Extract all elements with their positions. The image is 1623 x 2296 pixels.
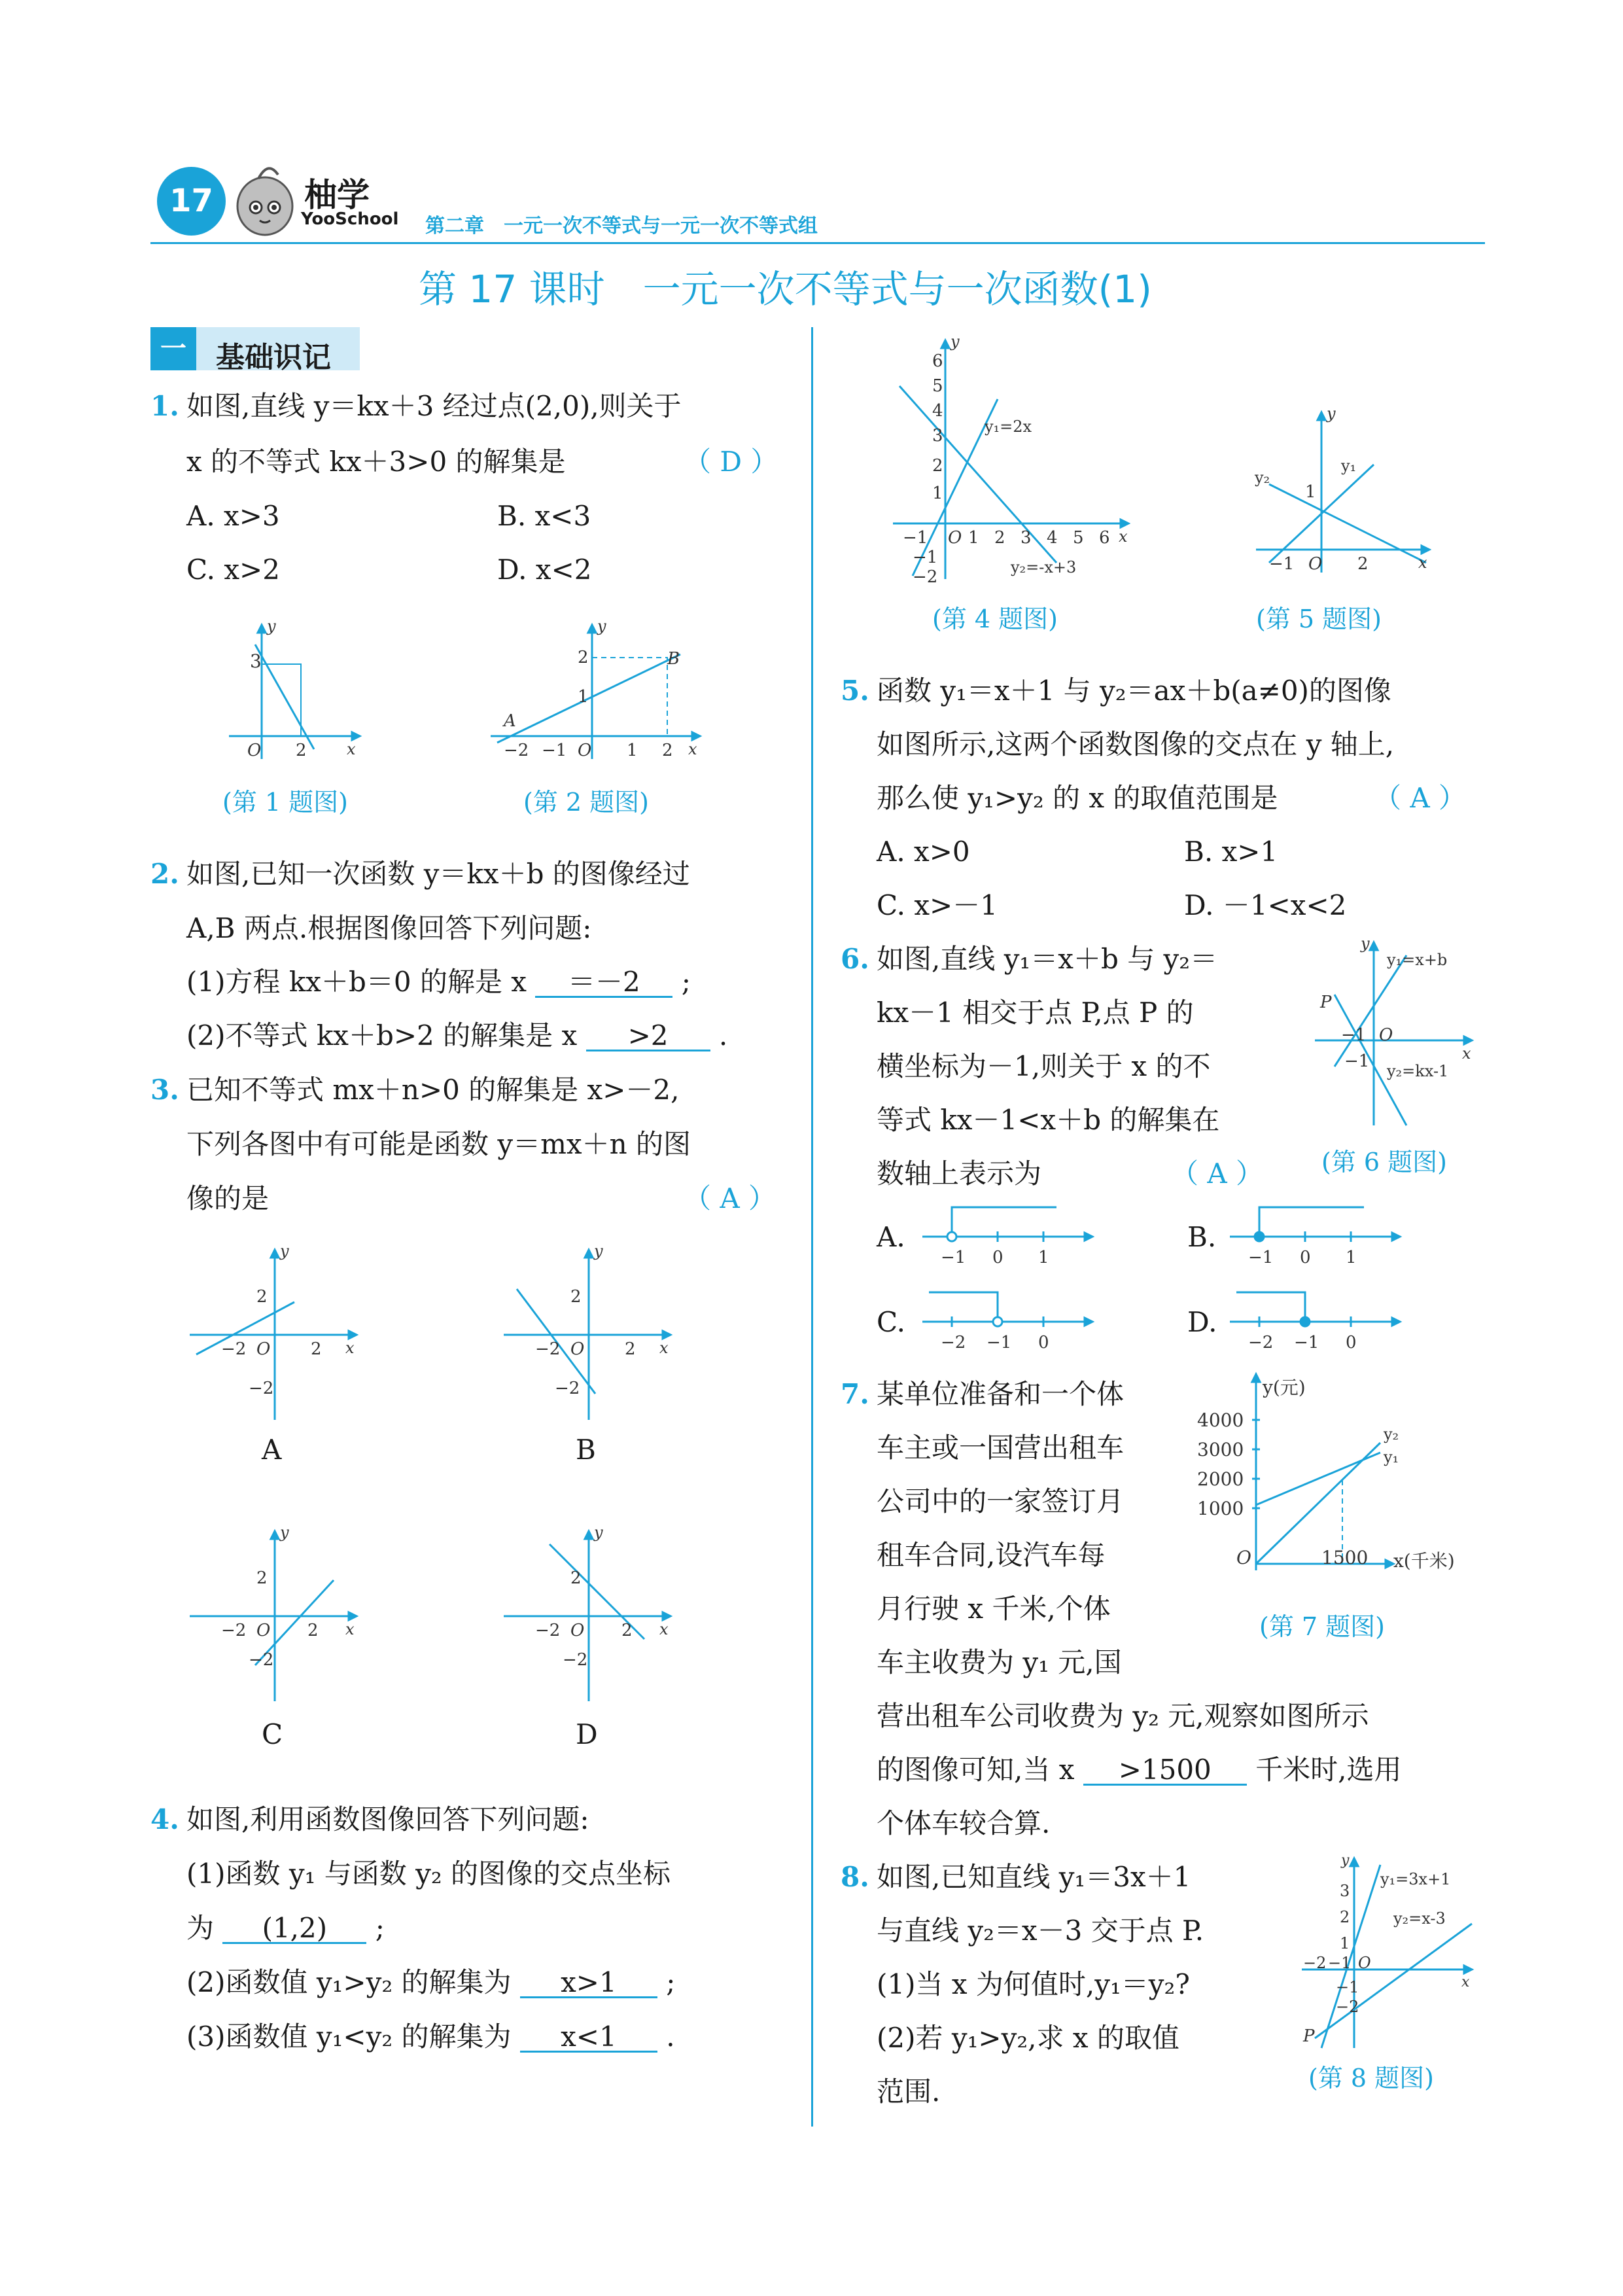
svg-text:3: 3 (250, 650, 262, 672)
svg-text:1: 1 (627, 741, 638, 760)
q3-label-b: B (576, 1434, 596, 1466)
q5-line3: 那么使 y₁>y₂ 的 x 的取值范围是 (877, 782, 1278, 814)
logo-text-en: YooSchool (301, 209, 399, 229)
svg-text:2: 2 (256, 1568, 268, 1588)
q5-option-a: A. x>0 (877, 836, 970, 868)
svg-text:2: 2 (625, 1339, 636, 1359)
section-header (150, 327, 360, 374)
q3-line3: 像的是 (186, 1182, 270, 1214)
q3-graph-c (183, 1525, 366, 1708)
svg-text:1: 1 (1346, 1248, 1357, 1267)
q7-line5: 月行驶 x 千米,个体 (877, 1593, 1111, 1625)
svg-text:2: 2 (296, 741, 307, 760)
q5-figure (1243, 406, 1439, 576)
q4-caption: (第 4 题图) (932, 605, 1058, 633)
svg-text:0: 0 (992, 1248, 1003, 1267)
logo-text-cn: 柚学 (304, 176, 370, 214)
svg-text:P: P (1320, 993, 1332, 1012)
svg-text:4: 4 (1047, 528, 1058, 548)
svg-text:0: 0 (1346, 1333, 1357, 1352)
svg-text:y: y (1361, 936, 1370, 953)
q6-line5: 数轴上表示为 (877, 1157, 1042, 1190)
svg-text:y₂: y₂ (1384, 1425, 1399, 1443)
svg-text:x: x (659, 1620, 669, 1638)
q6-line4: 等式 kx－1<x＋b 的解集在 (877, 1104, 1220, 1136)
q6-option-a: A. (877, 1221, 905, 1253)
line-y1 (1256, 1453, 1380, 1505)
svg-text:x: x (1461, 1974, 1470, 1990)
q5-line2: 如图所示,这两个函数图像的交点在 y 轴上, (877, 728, 1395, 760)
svg-text:−2: −2 (913, 567, 938, 582)
q3-graph-b (497, 1243, 680, 1426)
header (150, 157, 1485, 249)
svg-text:−2: −2 (249, 1379, 274, 1398)
q1-line1: 如图,直线 y＝kx＋3 经过点(2,0),则关于 (186, 390, 682, 422)
svg-text:2: 2 (621, 1621, 633, 1640)
q1-answer: （ D ） (684, 446, 778, 478)
q6-numberline-c (916, 1276, 1099, 1354)
q7-line7: 营出租车公司收费为 y₂ 元,观察如图所示 (877, 1700, 1369, 1732)
q5-option-d: D. －1<x<2 (1184, 889, 1347, 921)
q8-line2: 与直线 y₂＝x－3 交于点 P. (877, 1915, 1204, 1947)
svg-text:x: x (1462, 1044, 1471, 1063)
q8-figure (1289, 1852, 1478, 2055)
q8-part2: (2)若 y₁>y₂,求 x 的取值 (877, 2022, 1179, 2054)
q1-caption: (第 1 题图) (222, 788, 348, 817)
svg-text:−1: −1 (941, 1248, 966, 1267)
q7-answer: >1500 (1083, 1756, 1247, 1786)
q6-option-b: B. (1187, 1221, 1217, 1253)
q7-ytick-2000: 2000 (1197, 1468, 1244, 1490)
svg-text:−2: −2 (535, 1339, 561, 1359)
q2-caption: (第 2 题图) (523, 788, 649, 817)
svg-text:y₁: y₁ (1384, 1448, 1399, 1466)
svg-text:6: 6 (932, 351, 943, 371)
svg-text:O: O (570, 1339, 585, 1359)
q8-number: 8. (841, 1861, 869, 1893)
q6-y2-label: y₂=kx-1 (1387, 1062, 1449, 1080)
q4-part2 (186, 1966, 676, 1998)
svg-text:y: y (1327, 406, 1336, 423)
q8-y2-label: y₂=x-3 (1393, 1909, 1446, 1928)
svg-text:3: 3 (932, 426, 943, 446)
svg-text:−2: −2 (535, 1621, 561, 1640)
q7-figure (1197, 1368, 1472, 1590)
section-name: 基础识记 (216, 341, 331, 374)
svg-text:2: 2 (578, 648, 589, 667)
svg-text:y: y (267, 618, 276, 635)
line-ab (497, 654, 680, 743)
svg-text:−1: −1 (986, 1333, 1012, 1352)
svg-text:2: 2 (311, 1339, 322, 1359)
q7-line8 (877, 1756, 1401, 1786)
line-y2 (1269, 484, 1426, 563)
q2-number: 2. (150, 858, 179, 890)
q4-part1: (1)函数 y₁ 与函数 y₂ 的图像的交点坐标 (186, 1858, 671, 1890)
q3-number: 3. (150, 1074, 179, 1106)
svg-text:1: 1 (1038, 1248, 1049, 1267)
q1-figure (222, 618, 373, 769)
q2-figure (484, 618, 707, 769)
q4-figure (886, 334, 1135, 582)
q2-answer-2: >2 (586, 1022, 710, 1051)
q7-line6: 车主收费为 y₁ 元,国 (877, 1646, 1122, 1678)
x-axis-arrow (352, 732, 360, 740)
svg-text:y₂: y₂ (1255, 468, 1270, 487)
q7-xlabel: x(千米) (1393, 1550, 1455, 1572)
svg-text:1: 1 (932, 484, 943, 503)
q7-ytick-3000: 3000 (1197, 1439, 1244, 1460)
q7-ytick-4000: 4000 (1197, 1409, 1244, 1431)
svg-text:0: 0 (1038, 1333, 1049, 1352)
page-title: 第 17 课时 一元一次不等式与一次函数(1) (419, 267, 1152, 311)
svg-text:0: 0 (1300, 1248, 1311, 1267)
q4-answer-2: x>1 (520, 1969, 657, 1998)
svg-text:P: P (1303, 2026, 1315, 2046)
svg-text:2: 2 (256, 1287, 268, 1307)
header-rule (150, 242, 1485, 244)
svg-text:1: 1 (1340, 1934, 1350, 1952)
svg-text:−2: −2 (1336, 1998, 1359, 2016)
svg-text:1: 1 (578, 687, 589, 707)
q4-y2-label: y₂=-x+3 (1011, 558, 1077, 576)
svg-text:1: 1 (968, 528, 979, 548)
svg-text:5: 5 (1073, 528, 1084, 548)
svg-text:y: y (594, 1243, 603, 1260)
q4-part3-end: . (666, 2021, 675, 2053)
q2-line2: A,B 两点.根据图像回答下列问题: (186, 912, 592, 944)
q1-line2: x 的不等式 kx＋3>0 的解集是 (186, 446, 566, 478)
q5-option-c: C. x>－1 (877, 889, 998, 921)
svg-text:O: O (948, 528, 962, 548)
q6-answer: （ A ） (1171, 1157, 1264, 1190)
q2-part2 (186, 1019, 728, 1051)
svg-text:−1: −1 (1344, 1051, 1370, 1071)
q8-line1: 如图,已知直线 y₁＝3x＋1 (877, 1861, 1191, 1893)
q4-number: 4. (150, 1803, 179, 1835)
q4-part1b (186, 1912, 385, 1944)
q1-option-d: D. x<2 (497, 554, 592, 586)
q5-number: 5. (841, 675, 869, 707)
q6-figure (1308, 936, 1478, 1132)
svg-text:x: x (347, 740, 356, 758)
svg-text:−2: −2 (221, 1621, 247, 1640)
q7-line8a: 的图像可知,当 x (877, 1754, 1075, 1786)
svg-text:−2: −2 (504, 741, 529, 760)
svg-text:2: 2 (662, 741, 673, 760)
svg-text:O: O (1236, 1547, 1251, 1568)
svg-text:O: O (1358, 1954, 1371, 1972)
column-divider (811, 327, 813, 2127)
q3-label-c: C (262, 1718, 283, 1750)
svg-text:y: y (280, 1243, 289, 1260)
q7-caption: (第 7 题图) (1259, 1612, 1385, 1641)
svg-text:−1: −1 (542, 741, 567, 760)
q6-numberline-a (916, 1191, 1099, 1269)
svg-text:−2: −2 (249, 1650, 274, 1670)
svg-text:2: 2 (994, 528, 1005, 548)
svg-text:x: x (1418, 554, 1427, 572)
svg-text:y₁: y₁ (1341, 457, 1357, 475)
q2-part1-text: (1)方程 kx＋b＝0 的解是 x (186, 966, 527, 998)
q8-part1: (1)当 x 为何值时,y₁＝y₂? (877, 1968, 1190, 2000)
svg-text:3: 3 (1021, 528, 1032, 548)
svg-text:y: y (597, 618, 606, 635)
q3-graph-a (183, 1243, 366, 1426)
svg-text:y: y (594, 1525, 603, 1542)
q3-answer: （ A ） (684, 1182, 777, 1214)
q7-line1: 某单位准备和一个体 (877, 1378, 1125, 1410)
svg-text:5: 5 (932, 376, 943, 396)
q4-answer-3: x<1 (520, 2023, 657, 2053)
q7-number: 7. (841, 1378, 869, 1410)
svg-text:−1: −1 (903, 528, 928, 548)
svg-text:2: 2 (932, 456, 943, 476)
svg-text:−1: −1 (1341, 1025, 1367, 1045)
q5-caption: (第 5 题图) (1256, 605, 1382, 633)
page-number-badge: 17 (157, 167, 226, 236)
q3-graph-d (497, 1525, 680, 1708)
q6-option-d: D. (1187, 1306, 1217, 1338)
q6-numberline-d (1223, 1276, 1406, 1354)
svg-text:O: O (256, 1621, 271, 1640)
q7-xtick: 1500 (1321, 1547, 1369, 1568)
q2-answer-1: ＝－2 (535, 968, 672, 998)
svg-text:6: 6 (1099, 528, 1110, 548)
svg-text:x: x (1119, 527, 1128, 546)
q1-option-c: C. x>2 (186, 554, 280, 586)
q4-part2-end: ; (666, 1966, 676, 1998)
q4-part2-text: (2)函数值 y₁>y₂ 的解集为 (186, 1966, 512, 1998)
svg-text:−2: −2 (1303, 1954, 1327, 1972)
q4-answer-1: (1,2) (222, 1915, 366, 1944)
svg-text:3: 3 (1340, 1882, 1350, 1900)
q1-number: 1. (150, 390, 179, 422)
line-y1 (1335, 955, 1406, 1067)
q4-part1b-text: 为 (186, 1912, 215, 1944)
svg-text:O: O (1308, 554, 1323, 574)
q2-part2-end: . (718, 1019, 728, 1051)
q6-line2: kx－1 相交于点 P,点 P 的 (877, 997, 1194, 1029)
svg-text:2: 2 (570, 1287, 582, 1307)
q6-numberline-b (1223, 1191, 1406, 1269)
line-y-kx-plus-3 (255, 645, 314, 749)
q4-line1: 如图,利用函数图像回答下列问题: (186, 1803, 589, 1835)
svg-text:−2: −2 (1248, 1333, 1274, 1352)
q4-part3 (186, 2023, 675, 2053)
q6-line3: 横坐标为－1,则关于 x 的不 (877, 1050, 1211, 1082)
q7-ylabel: y(元) (1263, 1377, 1306, 1398)
q8-caption: (第 8 题图) (1308, 2064, 1434, 2093)
svg-text:y: y (951, 334, 960, 351)
q3-label-d: D (576, 1718, 598, 1750)
svg-text:−1: −1 (1336, 1978, 1359, 1996)
q6-caption: (第 6 题图) (1321, 1148, 1447, 1176)
svg-text:2: 2 (1357, 554, 1369, 574)
q6-line1: 如图,直线 y₁＝x＋b 与 y₂＝ (877, 943, 1218, 975)
svg-text:O: O (570, 1621, 585, 1640)
q2-part2-text: (2)不等式 kx＋b>2 的解集是 x (186, 1019, 578, 1051)
svg-text:x: x (345, 1339, 355, 1357)
svg-text:−1: −1 (1269, 554, 1295, 574)
svg-text:A: A (504, 711, 516, 731)
q7-ytick-1000: 1000 (1197, 1498, 1244, 1519)
q2-part1-end: ; (681, 966, 691, 998)
q3-line1: 已知不等式 mx＋n>0 的解集是 x>－2, (186, 1074, 680, 1106)
q7-line9: 个体车较合算. (877, 1807, 1051, 1839)
q7-line3: 公司中的一家签订月 (877, 1485, 1125, 1517)
svg-text:1: 1 (1305, 482, 1316, 502)
q6-number: 6. (841, 943, 869, 975)
q6-y1-label: y₁=x+b (1387, 951, 1448, 969)
svg-text:y: y (280, 1525, 289, 1542)
q4-part3-text: (3)函数值 y₁<y₂ 的解集为 (186, 2021, 512, 2053)
svg-text:x: x (688, 740, 697, 758)
svg-text:O: O (247, 741, 262, 760)
q4-part1b-end: ; (375, 1912, 385, 1944)
svg-text:−2: −2 (563, 1650, 588, 1670)
q2-line1: 如图,已知一次函数 y＝kx＋b 的图像经过 (186, 858, 690, 890)
svg-text:2: 2 (307, 1621, 319, 1640)
q7-line4: 租车合同,设汽车每 (877, 1539, 1106, 1571)
y-axis-arrow (258, 625, 266, 633)
svg-text:−2: −2 (555, 1379, 580, 1398)
svg-text:x: x (659, 1339, 669, 1357)
q6-option-c: C. (877, 1306, 905, 1338)
svg-text:B: B (667, 649, 680, 669)
svg-text:y: y (1341, 1852, 1350, 1869)
q1-option-b: B. x<3 (497, 500, 591, 532)
q8-part3: 范围. (877, 2075, 941, 2108)
q8-y1-label: y₁=3x+1 (1380, 1870, 1451, 1888)
q1-option-a: A. x>3 (186, 500, 280, 532)
q3-line2: 下列各图中有可能是函数 y＝mx＋n 的图 (186, 1128, 691, 1160)
q5-line1: 函数 y₁＝x＋1 与 y₂＝ax＋b(a≠0)的图像 (877, 675, 1391, 707)
svg-text:−2: −2 (941, 1333, 966, 1352)
chapter-title: 第二章 一元一次不等式与一元一次不等式组 (425, 215, 818, 238)
svg-text:−1: −1 (1248, 1248, 1274, 1267)
q7-line2: 车主或一国营出租车 (877, 1432, 1125, 1464)
svg-text:2: 2 (570, 1568, 582, 1588)
q5-answer: （ A ） (1374, 782, 1467, 814)
q4-y1-label: y₁=2x (985, 417, 1032, 436)
svg-text:2: 2 (1340, 1908, 1350, 1926)
svg-text:−1: −1 (1328, 1954, 1352, 1972)
q7-line8b: 千米时,选用 (1255, 1754, 1402, 1786)
svg-text:O: O (256, 1339, 271, 1359)
svg-text:−1: −1 (913, 548, 938, 567)
svg-text:−2: −2 (221, 1339, 247, 1359)
svg-text:4: 4 (932, 401, 943, 421)
svg-text:x: x (345, 1620, 355, 1638)
svg-text:O: O (1379, 1025, 1393, 1045)
q5-option-b: B. x>1 (1184, 836, 1278, 868)
svg-text:O: O (578, 741, 592, 760)
section-index: 一 (150, 327, 196, 370)
logo-mascot-icon (232, 160, 298, 239)
q3-label-a: A (262, 1434, 282, 1466)
q2-part1 (186, 968, 691, 998)
svg-text:−1: −1 (1294, 1333, 1319, 1352)
